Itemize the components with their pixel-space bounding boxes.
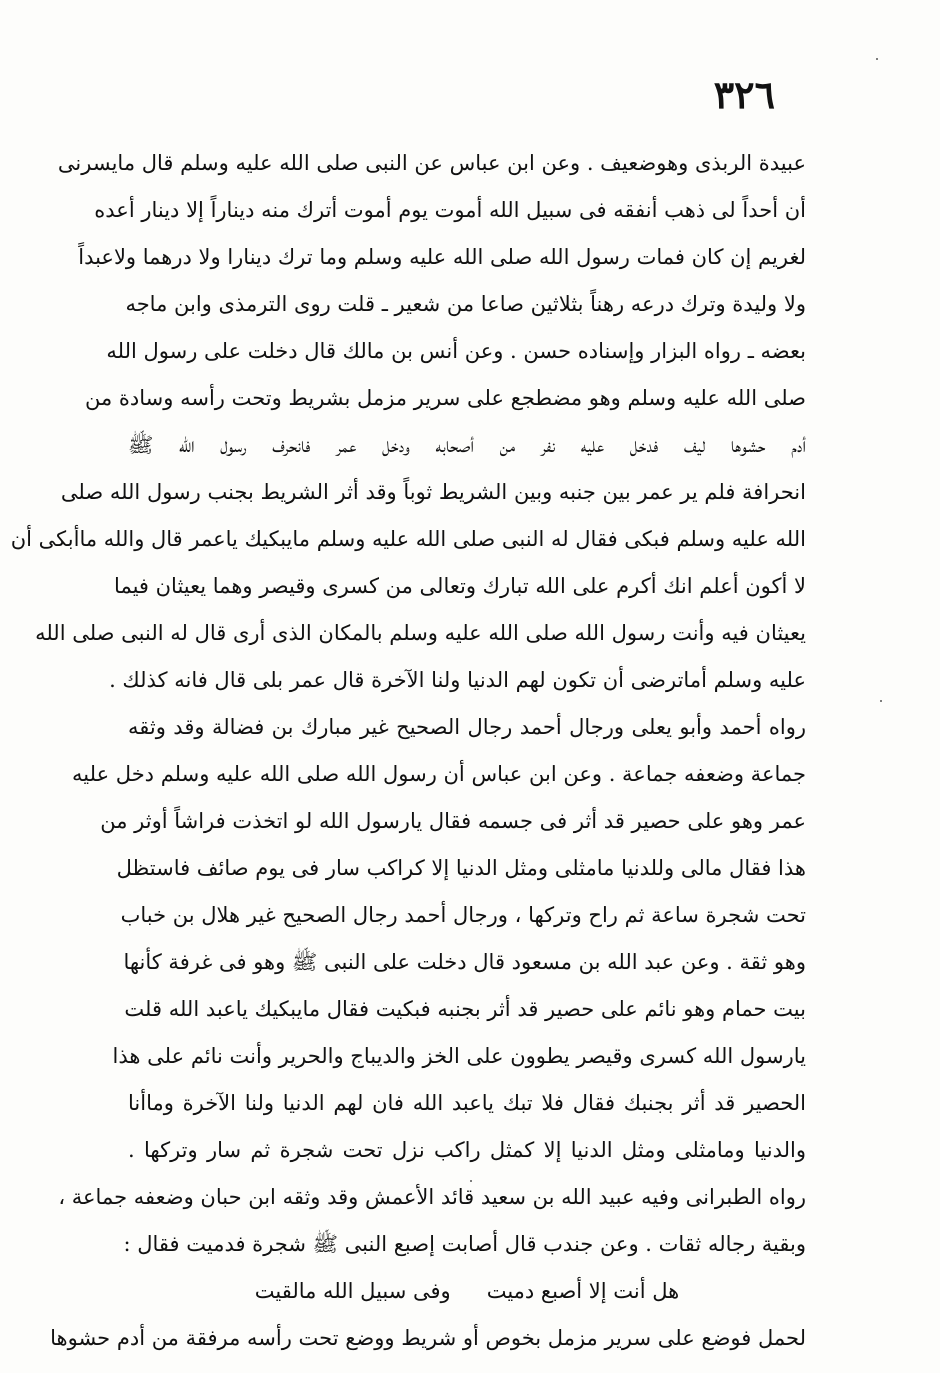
text-line: يارسول الله كسرى وقيصر يطوون على الخز والديباج والحرير وأنت نائم على هذا	[112, 1044, 806, 1068]
verse-first-hemistich: هل أنت إلا أصبع دميت	[486, 1279, 680, 1303]
poetry-verse	[128, 1268, 806, 1315]
text-line: هذا فقال مالى وللدنيا مامثلى ومثل الدنيا إلا كراكب سار فى يوم صائف فاستظل	[116, 856, 806, 880]
text-line: صلى الله عليه وسلم وهو مضطجع على سرير مزمل بشريط وتحت رأسه وسادة من	[85, 386, 806, 410]
page-number: ٣٢٦	[713, 72, 775, 117]
text-line: ولا وليدة وترك درعه رهناً بثلاثين صاعا من شعير ـ قلت روى الترمذى وابن ماجه	[125, 292, 806, 316]
text-line-last: لحمل فوضع على سرير مزمل بخوص أو شريط ووضع تحت رأسه مرفقة من أدم حشوها	[50, 1326, 806, 1350]
text-line: عليه وسلم أماترضى أن تكون لهم الدنيا ولنا الآخرة قال عمر بلى قال فانه كذلك .	[109, 668, 806, 692]
text-line: أدم حشوها ليف فدخل عليه نفر من أصحابه ودخل عمر فانحرف رسول الله ﷺ	[128, 433, 806, 457]
text-line: والدنيا ومامثلى ومثل الدنيا إلا كمثل راكب نزل تحت شجرة ثم سار وتركها .	[128, 1138, 806, 1162]
text-line: يعيثان فيه وأنت رسول الله صلى الله عليه وسلم بالمكان الذى أرى قال له النبى صلى الله	[35, 621, 806, 645]
text-line: جماعة وضعفه جماعة . وعن ابن عباس أن رسول الله صلى الله عليه وسلم دخل عليه	[72, 762, 806, 786]
text-line: تحت شجرة ساعة ثم راح وتركها ، ورجال أحمد رجال الصحيح غير هلال بن خباب	[120, 903, 806, 927]
text-line: بعضه ـ رواه البزار وإسناده حسن . وعن أنس بن مالك قال دخلت على رسول الله	[106, 339, 806, 363]
body-text	[10, 140, 806, 1362]
text-line: وهو ثقة . وعن عبد الله بن مسعود قال دخلت على النبى ﷺ وهو فى غرفة كأنها	[123, 950, 806, 974]
text-line: وبقية رجاله ثقات . وعن جندب قال أصابت إصبع النبى ﷺ شجرة فدميت فقال :	[123, 1232, 806, 1256]
text-line: انحرافة فلم ير عمر بين جنبه وبين الشريط ثوباً وقد أثر الشريط بجنب رسول الله صلى	[60, 480, 806, 504]
text-line: عمر وهو على حصير قد أثر فى جسمه فقال يارسول الله لو اتخذت فراشاً أوثر من	[100, 809, 806, 833]
text-line: عبيدة الربذى وهوضعيف . وعن ابن عباس عن النبى صلى الله عليه وسلم قال مايسرنى	[57, 151, 806, 175]
text-line: رواه أحمد وأبو يعلى ورجال أحمد رجال الصحيح غير مبارك بن فضالة وقد وثقه	[128, 715, 806, 739]
scan-speck	[470, 1180, 472, 1182]
text-line: لا أكون أعلم انك أكرم على الله تبارك وتعالى من كسرى وقيصر وهما يعيثان فيما	[114, 574, 806, 598]
text-line: الله عليه وسلم فبكى فقال له النبى صلى الله عليه وسلم مايبكيك ياعمر قال والله ماأبكى أن	[10, 527, 806, 551]
text-line: الحصير قد أثر بجنبك فقال فلا تبك ياعبد الله فان لهم الدنيا ولنا الآخرة وماأنا	[128, 1091, 806, 1115]
text-line: بيت حمام وهو نائم على حصير قد أثر بجنبه فبكيت فقال مايبكيك ياعبد الله قلت	[124, 997, 806, 1021]
verse-second-hemistich: وفى سبيل الله مالقيت	[254, 1279, 451, 1303]
text-line: رواه الطبرانى وفيه عبيد الله بن سعيد قائد الأعمش وقد وثقه ابن حبان وضعفه جماعة ،	[58, 1185, 806, 1209]
scan-speck	[876, 58, 878, 60]
text-line: أن أحداً لى ذهب أنفقه فى سبيل الله أموت يوم أموت أترك منه ديناراً إلا دينار أعده	[94, 198, 806, 222]
scan-speck	[880, 700, 882, 702]
text-line: لغريم إن كان فمات رسول الله صلى الله عليه وسلم وما ترك دينارا ولا درهما ولاعبداً	[78, 245, 806, 269]
